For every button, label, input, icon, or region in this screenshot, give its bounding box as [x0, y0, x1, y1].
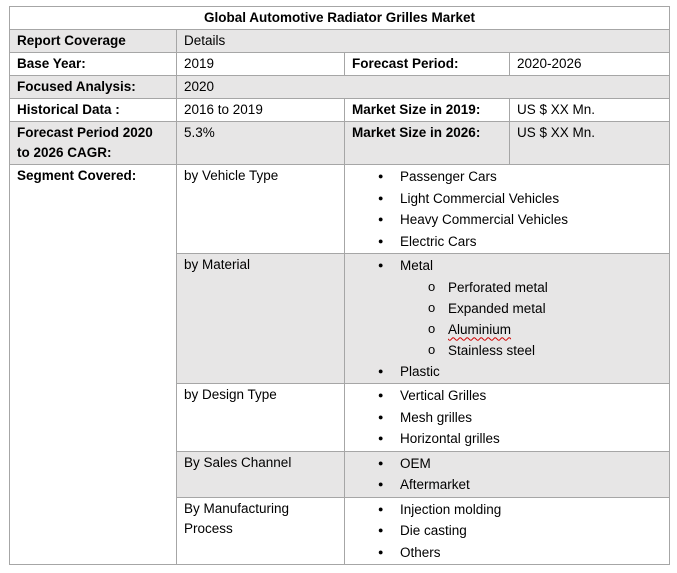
segment-covered-label: Segment Covered:: [10, 165, 177, 565]
focused-analysis-value: 2020: [177, 76, 670, 99]
list-item: ● OEM: [352, 453, 662, 475]
historical-data-row: [10, 99, 670, 122]
segment-manufacturing-name-line2: Process: [184, 520, 233, 536]
forecast-period-value: 2020-2026: [510, 53, 670, 76]
list-item: ● Light Commercial Vehicles: [352, 188, 662, 210]
cagr-row: [10, 122, 670, 165]
segment-sales-channel-name: By Sales Channel: [177, 451, 345, 497]
list-item: ● Others: [352, 542, 662, 564]
table-title: Global Automotive Radiator Grilles Market: [10, 7, 670, 30]
segment-design-type-name: by Design Type: [177, 384, 345, 452]
segment-vehicle-type-list-cell: [345, 165, 670, 254]
market-report-table: [9, 6, 670, 565]
base-year-row: [10, 53, 670, 76]
list-item: ● Plastic: [352, 361, 662, 383]
list-item: ● Heavy Commercial Vehicles: [352, 209, 662, 231]
market-size-2019-label: Market Size in 2019:: [345, 99, 510, 122]
sub-list-item: o Perforated metal: [352, 277, 662, 298]
list-item: ● Metal: [352, 255, 662, 277]
historical-data-label: Historical Data :: [10, 99, 177, 122]
segment-vehicle-type-name: by Vehicle Type: [177, 165, 345, 254]
sub-list-item: [352, 319, 662, 340]
segment-manufacturing-list-cell: [345, 497, 670, 565]
historical-data-value: 2016 to 2019: [177, 99, 345, 122]
segment-manufacturing-name: [177, 497, 345, 565]
segment-vehicle-type-row: [10, 165, 670, 254]
list-item: ● Aftermarket: [352, 474, 662, 496]
sub-list-item: o Stainless steel: [352, 340, 662, 361]
forecast-period-label: Forecast Period:: [345, 53, 510, 76]
report-coverage-value: Details: [177, 30, 670, 53]
list-item: ● Vertical Grilles: [352, 385, 662, 407]
segment-design-type-list-cell: [345, 384, 670, 452]
sales-channel-list: [352, 453, 662, 496]
list-item: ● Injection molding: [352, 499, 662, 521]
list-item: ● Passenger Cars: [352, 166, 662, 188]
segment-material-list-cell: [345, 254, 670, 384]
market-report-table-container: [9, 6, 669, 565]
segment-material-name: by Material: [177, 254, 345, 384]
list-item: ● Mesh grilles: [352, 407, 662, 429]
market-size-2026-label: Market Size in 2026:: [345, 122, 510, 165]
market-size-2026-value: US $ XX Mn.: [510, 122, 670, 165]
report-coverage-row: [10, 30, 670, 53]
vehicle-type-list: [352, 166, 662, 252]
manufacturing-list: [352, 499, 662, 564]
list-item: ● Die casting: [352, 520, 662, 542]
market-size-2019-value: US $ XX Mn.: [510, 99, 670, 122]
cagr-label-line1: Forecast Period 2020: [17, 125, 153, 140]
segment-manufacturing-name-line1: By Manufacturing: [184, 500, 290, 516]
cagr-label: [10, 122, 177, 165]
sub-list-item: o Expanded metal: [352, 298, 662, 319]
base-year-label: Base Year:: [10, 53, 177, 76]
report-coverage-label: Report Coverage: [10, 30, 177, 53]
cagr-label-line2: to 2026 CAGR:: [17, 145, 112, 160]
design-type-list: [352, 385, 662, 450]
list-item: ● Electric Cars: [352, 231, 662, 253]
base-year-value: 2019: [177, 53, 345, 76]
title-row: [10, 7, 670, 30]
spellcheck-word: Aluminium: [448, 321, 512, 337]
list-item: ● Horizontal grilles: [352, 428, 662, 450]
segment-sales-channel-list-cell: [345, 451, 670, 497]
focused-analysis-label: Focused Analysis:: [10, 76, 177, 99]
material-list: [352, 255, 662, 382]
cagr-value: 5.3%: [177, 122, 345, 165]
focused-analysis-row: [10, 76, 670, 99]
